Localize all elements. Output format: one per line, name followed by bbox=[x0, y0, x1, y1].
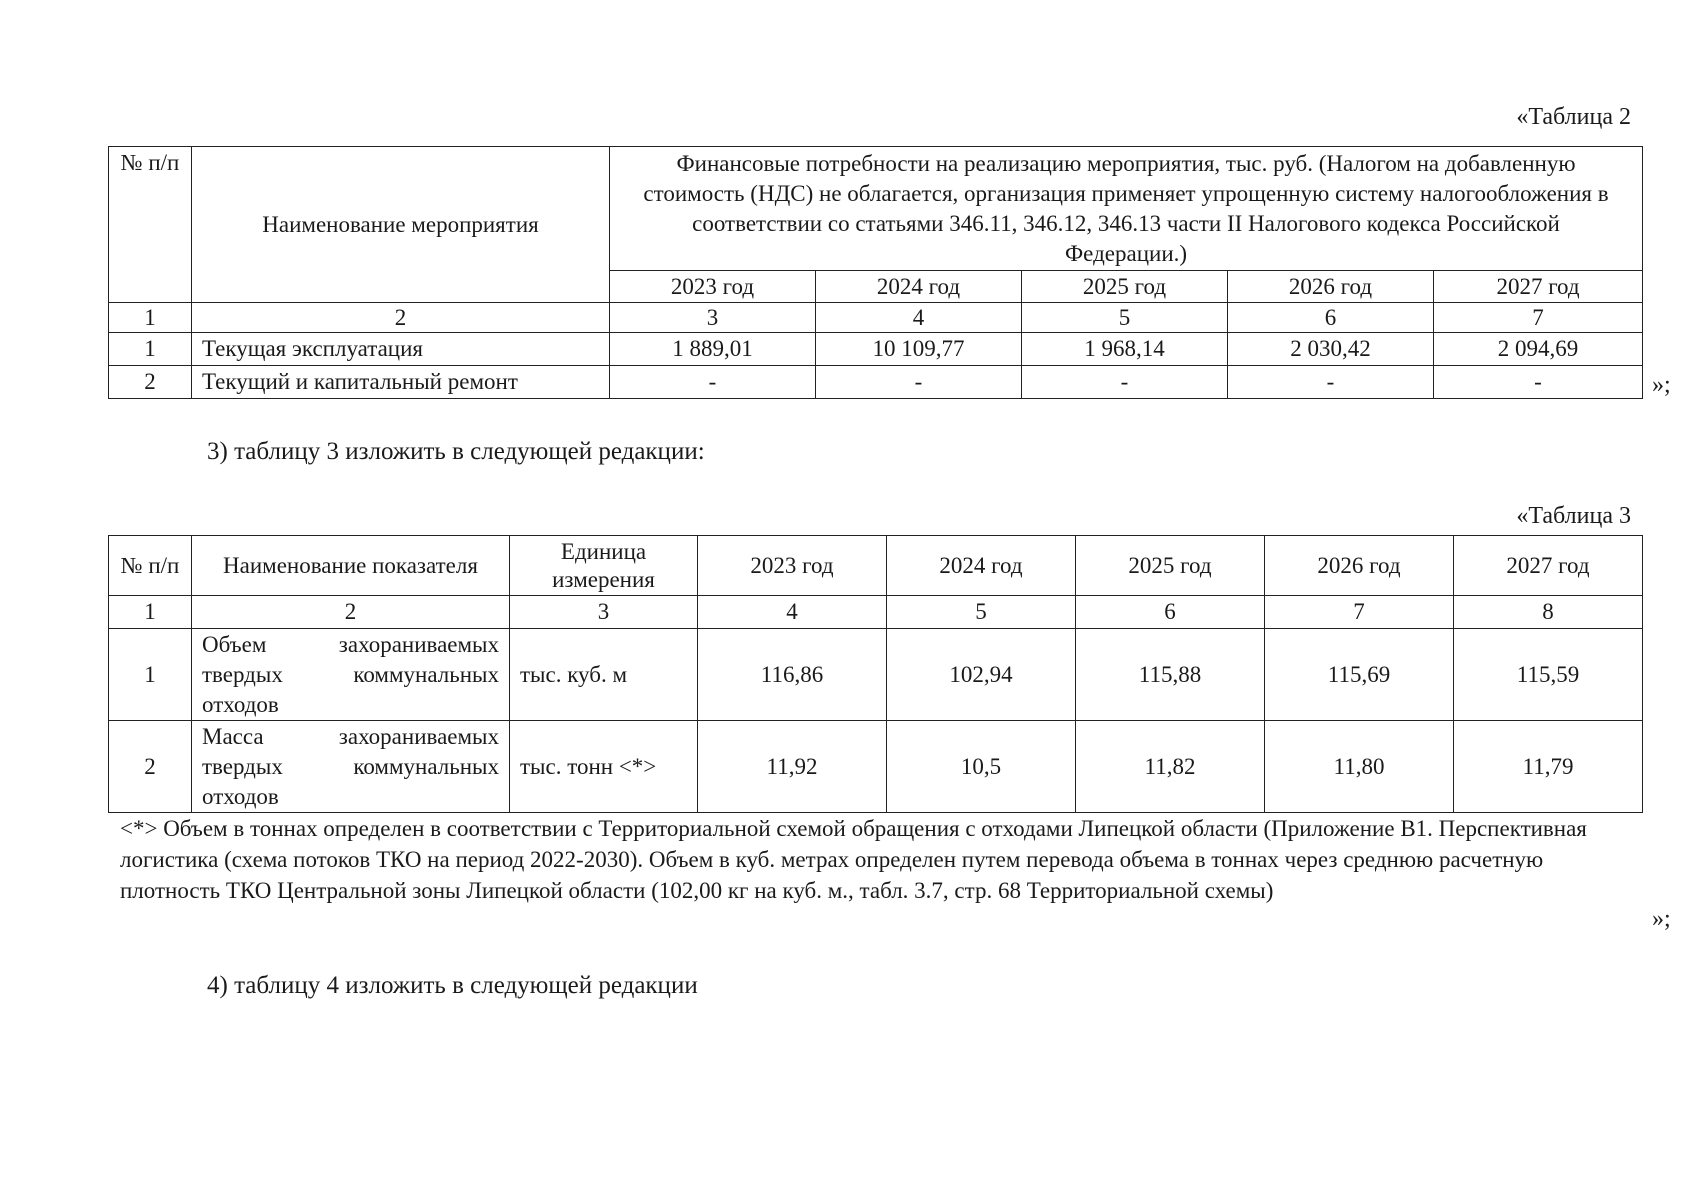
table2-year-header: 2027 год bbox=[1434, 271, 1643, 303]
table2-cell-value: - bbox=[816, 366, 1022, 399]
table2-closing-quote: »; bbox=[1652, 372, 1671, 398]
table3-year-header: 2025 год bbox=[1076, 536, 1265, 596]
table3-row-unit: тыс. куб. м bbox=[510, 629, 698, 721]
table3-colnum: 7 bbox=[1265, 596, 1454, 629]
table2-cell-value: 1 889,01 bbox=[610, 333, 816, 366]
table2-cell-value: - bbox=[1022, 366, 1228, 399]
table2-row-num: 1 bbox=[109, 333, 192, 366]
table3-year-header: 2023 год bbox=[698, 536, 887, 596]
table3-colnum: 4 bbox=[698, 596, 887, 629]
table2-row bbox=[109, 333, 1643, 366]
table3-colnum: 5 bbox=[887, 596, 1076, 629]
table3 bbox=[108, 535, 1643, 813]
table3-colnum: 6 bbox=[1076, 596, 1265, 629]
table3-cell-value: 115,88 bbox=[1076, 629, 1265, 721]
table2-cell-value: - bbox=[1228, 366, 1434, 399]
table2-colnum: 7 bbox=[1434, 303, 1643, 333]
table2-header-financial-needs: Финансовые потребности на реализацию мероприятия, тыс. руб. (Налогом на добавленную стоимость (НДС) не облагается, организация применяет упрощенную систему налогообложения в соответствии со статьями 346.11, 346.12, 346.13 части II Налогового кодекса Российской Федерации.) bbox=[610, 147, 1643, 271]
table2-cell-value: 1 968,14 bbox=[1022, 333, 1228, 366]
table3-cell-value: 11,80 bbox=[1265, 721, 1454, 813]
table3-cell-value: 11,92 bbox=[698, 721, 887, 813]
table3-colnum: 1 bbox=[109, 596, 192, 629]
table3-header-name: Наименование показателя bbox=[192, 536, 510, 596]
table3-cell-value: 11,82 bbox=[1076, 721, 1265, 813]
table2-row-name: Текущий и капитальный ремонт bbox=[192, 366, 610, 399]
table2-year-header: 2026 год bbox=[1228, 271, 1434, 303]
table3-row-name: Объем захораниваемых твердых коммунальных отходов bbox=[192, 629, 510, 721]
table2-cell-value: - bbox=[610, 366, 816, 399]
table3-colnum: 8 bbox=[1454, 596, 1643, 629]
table3-cell-value: 11,79 bbox=[1454, 721, 1643, 813]
table2-cell-value: - bbox=[1434, 366, 1643, 399]
table2-row-name: Текущая эксплуатация bbox=[192, 333, 610, 366]
table2-year-header: 2024 год bbox=[816, 271, 1022, 303]
table2-colnum: 6 bbox=[1228, 303, 1434, 333]
table2-cell-value: 2 094,69 bbox=[1434, 333, 1643, 366]
table2-colnum: 1 bbox=[109, 303, 192, 333]
table3-colnum: 2 bbox=[192, 596, 510, 629]
table2 bbox=[108, 146, 1643, 399]
paragraph-4: 4) таблицу 4 изложить в следующей редакции bbox=[207, 972, 698, 999]
table2-cell-value: 2 030,42 bbox=[1228, 333, 1434, 366]
paragraph-3: 3) таблицу 3 изложить в следующей редакции: bbox=[207, 438, 705, 465]
table3-year-header: 2026 год bbox=[1265, 536, 1454, 596]
table2-colnum: 3 bbox=[610, 303, 816, 333]
table3-footnote: <*> Объем в тоннах определен в соответствии с Территориальной схемой обращения с отходами Липецкой области (Приложение В1. Перспективная логистика (схема потоков ТКО на период 2022-2030). Объем в куб. метрах определен путем перевода объема в тоннах через среднюю расчетную плотность ТКО Центральной зоны Липецкой области (102,00 кг на куб. м., табл. 3.7, стр. 68 Территориальной схемы) bbox=[120, 816, 1587, 903]
table2-caption: «Таблица 2 bbox=[1516, 104, 1631, 130]
table2-year-header: 2023 год bbox=[610, 271, 816, 303]
table2-cell-value: 10 109,77 bbox=[816, 333, 1022, 366]
table2-header-num: № п/п bbox=[109, 147, 192, 303]
table3-caption: «Таблица 3 bbox=[1516, 503, 1631, 529]
table2-year-header: 2025 год bbox=[1022, 271, 1228, 303]
table3-closing-quote: »; bbox=[1652, 906, 1671, 932]
table2-colnum: 2 bbox=[192, 303, 610, 333]
table3-cell-value: 115,59 bbox=[1454, 629, 1643, 721]
table2-colnum: 4 bbox=[816, 303, 1022, 333]
table2-row bbox=[109, 366, 1643, 399]
table2-row-num: 2 bbox=[109, 366, 192, 399]
table3-row bbox=[109, 629, 1643, 721]
table2-colnum: 5 bbox=[1022, 303, 1228, 333]
table3-year-header: 2027 год bbox=[1454, 536, 1643, 596]
table3-cell-value: 102,94 bbox=[887, 629, 1076, 721]
table3-cell-value: 10,5 bbox=[887, 721, 1076, 813]
table3-row-name: Масса захораниваемых твердых коммунальных отходов bbox=[192, 721, 510, 813]
table3-row-unit: тыс. тонн <*> bbox=[510, 721, 698, 813]
table3-colnum: 3 bbox=[510, 596, 698, 629]
table3-row bbox=[109, 721, 1643, 813]
table3-cell-value: 116,86 bbox=[698, 629, 887, 721]
table3-header-num: № п/п bbox=[109, 536, 192, 596]
table3-row-num: 2 bbox=[109, 721, 192, 813]
table2-header-name: Наименование мероприятия bbox=[192, 147, 610, 303]
table3-row-num: 1 bbox=[109, 629, 192, 721]
table3-year-header: 2024 год bbox=[887, 536, 1076, 596]
table3-cell-value: 115,69 bbox=[1265, 629, 1454, 721]
table3-header-unit: Единица измерения bbox=[510, 536, 698, 596]
